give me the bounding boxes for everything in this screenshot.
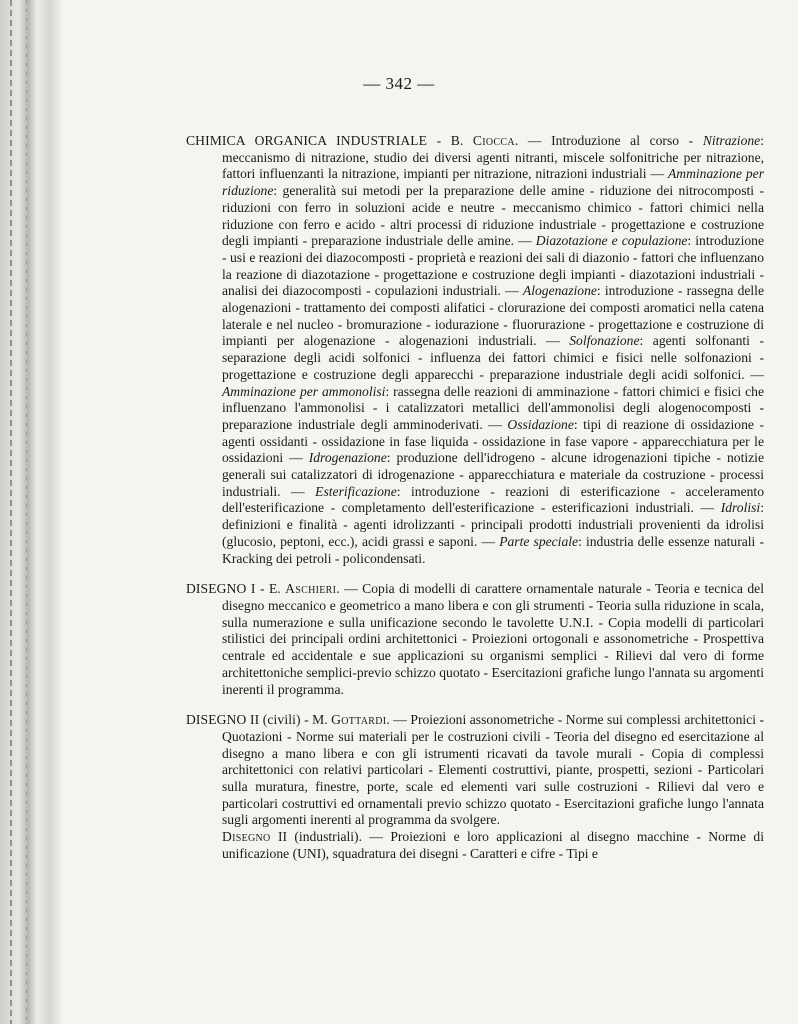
- sub-course-description: II (industriali). — Proiezioni e loro applicazioni al disegno macchine - Norme di unificazione (UNI), squadratura dei disegni - Caratteri e cifre - Tipi e: [222, 829, 764, 861]
- course-entry-disegno-2-industriali: [186, 829, 764, 862]
- course-title: DISEGNO II (civili): [186, 712, 301, 728]
- course-entry-disegno-2-civili: DISEGNO II (civili) - M. Gottardi. — Proiezioni assonometriche - Norme sui complessi architettonici - Quotazioni - Norme sui materiali per le costruzioni civili - Teoria del disegno ed esercitazione al disegno a mano libera e con gli istrumenti ricavati da tavole murali - Copia di complessi architettonici con relativi particolari - Elementi costruttivi, piante, prospetti, sezioni - Particolari sulla muratura, finestre, porte, scale ed elementi vari sulle costruzioni - Rilievi dal vero e particolari costruttivi ed ornamentali previo schizzo quotato - Esercitazioni grafiche lungo l'annata sugli argomenti inerenti al programma da svolgere.: [186, 712, 764, 828]
- topic-heading: Esterificazione: [315, 483, 397, 499]
- course-description: . — Proiezioni assonometriche - Norme sui complessi architettonici - Quotazioni - Norme sui materiali per le costruzioni civili - Teoria del disegno ed esercitazione al disegno a mano libera e con gli istrumenti ricavati da tavole murali - Copia di complessi architettonici con relativi particolari - Elementi costruttivi, piante, prospetti, sezioni - Particolari sulla muratura, finestre, porte, scale ed elementi vari sulle costruzioni - Rilievi dal vero e particolari costruttivi ed ornamentali previo schizzo quotato - Esercitazioni grafiche lungo l'annata sugli argomenti inerenti al programma da svolgere.: [222, 712, 764, 828]
- topic-heading: Ossidazione: [507, 416, 574, 432]
- course-author: Ciocca: [472, 133, 515, 148]
- course-title: CHIMICA ORGANICA INDUSTRIALE: [186, 133, 428, 148]
- sub-course-title: Disegno: [222, 829, 271, 845]
- course-author: Aschieri: [285, 581, 337, 597]
- course-entry-chimica-organica: CHIMICA ORGANICA INDUSTRIALE - B. Ciocca. — Introduzione al corso - Nitrazione: meccanismo di nitrazione, studio dei diversi agenti nitranti, miscele solfonitriche per nitrazione, fattori influenzanti la nitrazione, impianti per nitrazione, nitrazioni industriali — Amminazione per riduzione: generalità sui metodi per la preparazione delle amine - riduzione dei nitrocomposti - riduzioni con ferro in soluzioni acide e neutre - meccanismo chimico - fattori chimici nella riduzione con ferro e acido - altri processi di riduzione industriale - progettazione e costruzione degli impianti - preparazione industriale delle amine. — Diazotazione e copulazione: introduzione - usi e reazioni dei diazocomposti - proprietà e reazioni dei sali di diazonio - fattori che influenzano la reazione di diazotazione - progettazione e costruzione degli impianti - diazotazioni industriali - analisi dei diazocomposti - copulazioni industriali. — Alogenazione: introduzione - rassegna delle alogenazioni - trattamento dei composti alifatici - clorurazione dei composti aromatici nella catena laterale e nel nucleo - bromurazione - iodurazione - fluorurazione - progettazione e costruzione di impianti per alogenazione - alogenazioni industriali. — Solfonazione: agenti solfonanti - separazione degli acidi solfonici - influenza dei fattori chimici e fisici nelle solfonazioni - progettazione e costruzione degli apparecchi - preparazione industriale degli acidi solfonici. — Amminazione per ammonolisi: rassegna delle reazioni di amminazione - fattori chimici e fisici che influenzano l'ammonolisi - i catalizzatori metallici dell'ammonolisi degli alogenocomposti - preparazione industriale degli amminoderivati. — Ossidazione: tipi di reazione di ossidazione - agenti ossidanti - ossidazione in fase liquida - ossidazione in fase vapore - apparecchiatura per le ossidazioni — Idrogenazione: produzione dell'idrogeno - alcune idrogenazioni tipiche - notizie generali sui catalizzatori di idrogenazione - apparecchiatura e materiale da costruzione - processi industriali. — Esterificazione: introduzione - reazioni di esterificazione - acceleramento dell'esterificazione - completamento dell'esterificazione - esterificazioni industriali. — Idrolisi: definizioni e finalità - agenti idrolizzanti - principali prodotti industriali provenienti da idrolisi (glucosio, peptoni, ecc.), acidi grassi e saponi. — Parte speciale: industria delle essenze naturali - Kracking dei petroli - policondensati.: [186, 133, 764, 566]
- course-author: Gottardi: [331, 712, 387, 728]
- topic-heading: Amminazione per riduzione: [222, 166, 764, 199]
- topic-heading: Diazotazione e copulazione: [535, 233, 688, 249]
- topic-heading: Parte speciale: [499, 533, 579, 549]
- topic-heading: Idrolisi: [720, 500, 761, 516]
- course-description: . — Copia di modelli di carattere ornamentale naturale - Teoria e tecnica del disegno meccanico e geometrico a mano libera e con gli strumenti - Teoria sulla riduzione in scala, sulla numerazione e sulla unificazione secondo le tavolette U.N.I. - Copia modelli di particolari stilistici dei principali ordini architettonici - Proiezioni ortogonali e assonometriche - Prospettiva centrale ed accidentale e sue applicazioni su organismi semplici - Rilievi dal vero di forme architettoniche semplici-previo schizzo quotato - Esercitazioni grafiche lungo l'annata su argomenti inerenti il programma.: [222, 581, 764, 697]
- topic-heading: Amminazione per ammonolisi: [222, 383, 386, 399]
- page-number: — 342 —: [363, 74, 435, 93]
- topic-heading: Solfonazione: [569, 333, 640, 349]
- topic-heading: Idrogenazione: [308, 450, 387, 466]
- course-entry-disegno-1: DISEGNO I - E. Aschieri. — Copia di modelli di carattere ornamentale naturale - Teoria e tecnica del disegno meccanico e geometrico a mano libera e con gli strumenti - Teoria sulla riduzione in scala, sulla numerazione e sulla unificazione secondo le tavolette U.N.I. - Copia modelli di particolari stilistici dei principali ordini architettonici - Proiezioni ortogonali e assonometriche - Prospettiva centrale ed accidentale e sue applicazioni su organismi semplici - Rilievi dal vero di forme architettoniche semplici-previo schizzo quotato - Esercitazioni grafiche lungo l'annata su argomenti inerenti il programma.: [186, 581, 764, 697]
- book-spine-edge: [0, 0, 62, 1024]
- document-body: [186, 133, 764, 863]
- topic-heading: Nitrazione: [702, 133, 761, 148]
- course-title: DISEGNO I: [186, 581, 256, 597]
- topic-heading: Alogenazione: [522, 283, 597, 299]
